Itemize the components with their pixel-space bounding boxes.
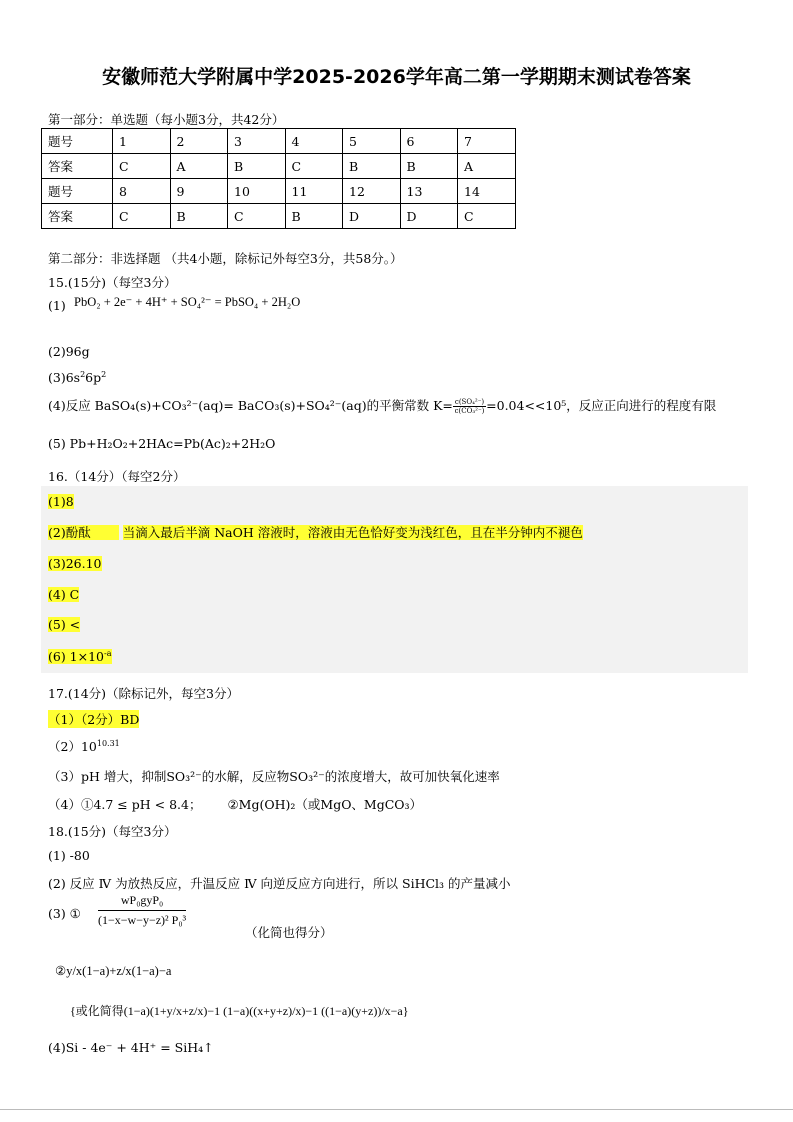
table-cell: 7 bbox=[458, 129, 516, 154]
q17-a2: $(2)10^{10.31}$ bbox=[48, 738, 120, 754]
q15-a5: (5) Pb+H₂O₂+2HAc=Pb(Ac)₂+2H₂O bbox=[48, 436, 276, 451]
table-cell: B bbox=[228, 154, 286, 179]
answer-table bbox=[41, 128, 516, 229]
table-cell: 10 bbox=[228, 179, 286, 204]
q18-a3-note: （化简也得分） bbox=[245, 925, 333, 940]
table-cell: C bbox=[458, 204, 516, 229]
table-cell: 8 bbox=[113, 179, 171, 204]
table-cell: 4 bbox=[285, 129, 343, 154]
q15-a2: (2)96g bbox=[48, 344, 90, 359]
table-cell: 14 bbox=[458, 179, 516, 204]
table-cell: B bbox=[170, 204, 228, 229]
table-cell: 3 bbox=[228, 129, 286, 154]
table-cell: A bbox=[458, 154, 516, 179]
table-cell: C bbox=[285, 154, 343, 179]
q17-a4: （4）①4.7 ≤ pH < 8.4； ②Mg(OH)₂（或MgO、MgCO₃） bbox=[48, 797, 423, 812]
q17-heading: 17.(14分)（除标记外，每空3分） bbox=[48, 686, 239, 701]
table-cell: D bbox=[343, 204, 401, 229]
table-cell: 5 bbox=[343, 129, 401, 154]
q17-a3: （3）pH 增大，抑制SO₃²⁻的水解，反应物SO₃²⁻的浓度增大，故可加快氧化速率 bbox=[48, 769, 500, 784]
row-header-cell: 题号 bbox=[42, 129, 113, 154]
table-cell: C bbox=[113, 154, 171, 179]
q15-a1-equation: PbO₂ + 2e⁻ + 4H⁺ + SO₄²⁻ = PbSO₄ + 2H₂O bbox=[74, 295, 301, 309]
q16-a2: (2)酚酞 当滴入最后半滴 NaOH 溶液时，溶液由无色恰好变为浅红色，且在半分钟内不褪色 bbox=[48, 525, 583, 540]
table-cell: 2 bbox=[170, 129, 228, 154]
part1-heading: 第一部分：单选题（每小题3分，共42分） bbox=[48, 112, 285, 127]
answer-table-row bbox=[42, 204, 516, 229]
table-cell: C bbox=[113, 204, 171, 229]
q16-a5: (5) < bbox=[48, 617, 81, 632]
table-cell: 12 bbox=[343, 179, 401, 204]
q16-a4: (4) C bbox=[48, 587, 80, 602]
answer-table-row bbox=[42, 179, 516, 204]
q18-a3b: ②y/x(1−a)+z/x(1−a)−a bbox=[55, 964, 172, 978]
q18-a1: (1) -80 bbox=[48, 848, 90, 863]
q18-a4: (4)Si - 4e⁻ + 4H⁺ = SiH₄↑ bbox=[48, 1040, 214, 1055]
table-cell: 13 bbox=[400, 179, 458, 204]
q15-a1-label: (1) bbox=[48, 298, 66, 313]
row-header-cell: 题号 bbox=[42, 179, 113, 204]
q18-heading: 18.(15分)（每空3分） bbox=[48, 824, 177, 839]
row-header-cell: 答案 bbox=[42, 154, 113, 179]
q16-a3: (3)26.10 bbox=[48, 556, 102, 571]
q18-a2: (2) 反应 Ⅳ 为放热反应，升温反应 Ⅳ 向逆反应方向进行，所以 SiHCl₃ 的产量减小 bbox=[48, 876, 511, 891]
table-cell: 11 bbox=[285, 179, 343, 204]
q15-a4: (4)反应 BaSO₄(s)+CO₃²⁻(aq)= BaCO₃(s)+SO₄²⁻(aq)的平衡常数 K= $\frac{\text{c(SO₄²⁻)}}{\text{c(CO₃²⁻)}}$ =0.04<<10⁵，反应正向进行的程度有限 bbox=[48, 398, 717, 415]
q17-a1: （1）（2分）BD bbox=[48, 712, 140, 727]
page-bottom-rule bbox=[0, 1109, 793, 1110]
q16-answer-block bbox=[41, 486, 748, 673]
table-cell: 6 bbox=[400, 129, 458, 154]
q16-a6: (6) $1\times 10^{-a}$ bbox=[48, 649, 112, 665]
q15-a3: $(3)6s^26p^2$ bbox=[48, 370, 107, 386]
part2-heading: 第二部分：非选择题 （共4小题，除标记外每空3分，共58分。） bbox=[48, 251, 403, 266]
table-cell: 9 bbox=[170, 179, 228, 204]
q15-heading: 15.(15分)（每空3分） bbox=[48, 275, 177, 290]
q16-heading: 16.（14分）（每空2分） bbox=[48, 469, 186, 484]
q18-a3-label: (3) ① bbox=[48, 906, 81, 921]
q18-a3-fraction: $\frac{\text{wP₀gyP₀}}{\text{(1−x−w−y−z)² P₀³}}$ bbox=[98, 893, 187, 927]
table-cell: C bbox=[228, 204, 286, 229]
table-cell: D bbox=[400, 204, 458, 229]
row-header-cell: 答案 bbox=[42, 204, 113, 229]
page-title: 安徽师范大学附属中学2025-2026学年高二第一学期期末测试卷答案 bbox=[102, 66, 691, 88]
table-cell: B bbox=[400, 154, 458, 179]
table-cell: A bbox=[170, 154, 228, 179]
table-cell: 1 bbox=[113, 129, 171, 154]
table-cell: B bbox=[343, 154, 401, 179]
table-cell: B bbox=[285, 204, 343, 229]
answer-table-row bbox=[42, 154, 516, 179]
q16-a1: (1)8 bbox=[48, 494, 74, 509]
q18-a3c: {或化简得(1−a)(1+y/x+z/x)−1 (1−a)((x+y+z)/x)−1 ((1−a)(y+z))/x−a} bbox=[70, 1004, 409, 1018]
answer-table-row bbox=[42, 129, 516, 154]
